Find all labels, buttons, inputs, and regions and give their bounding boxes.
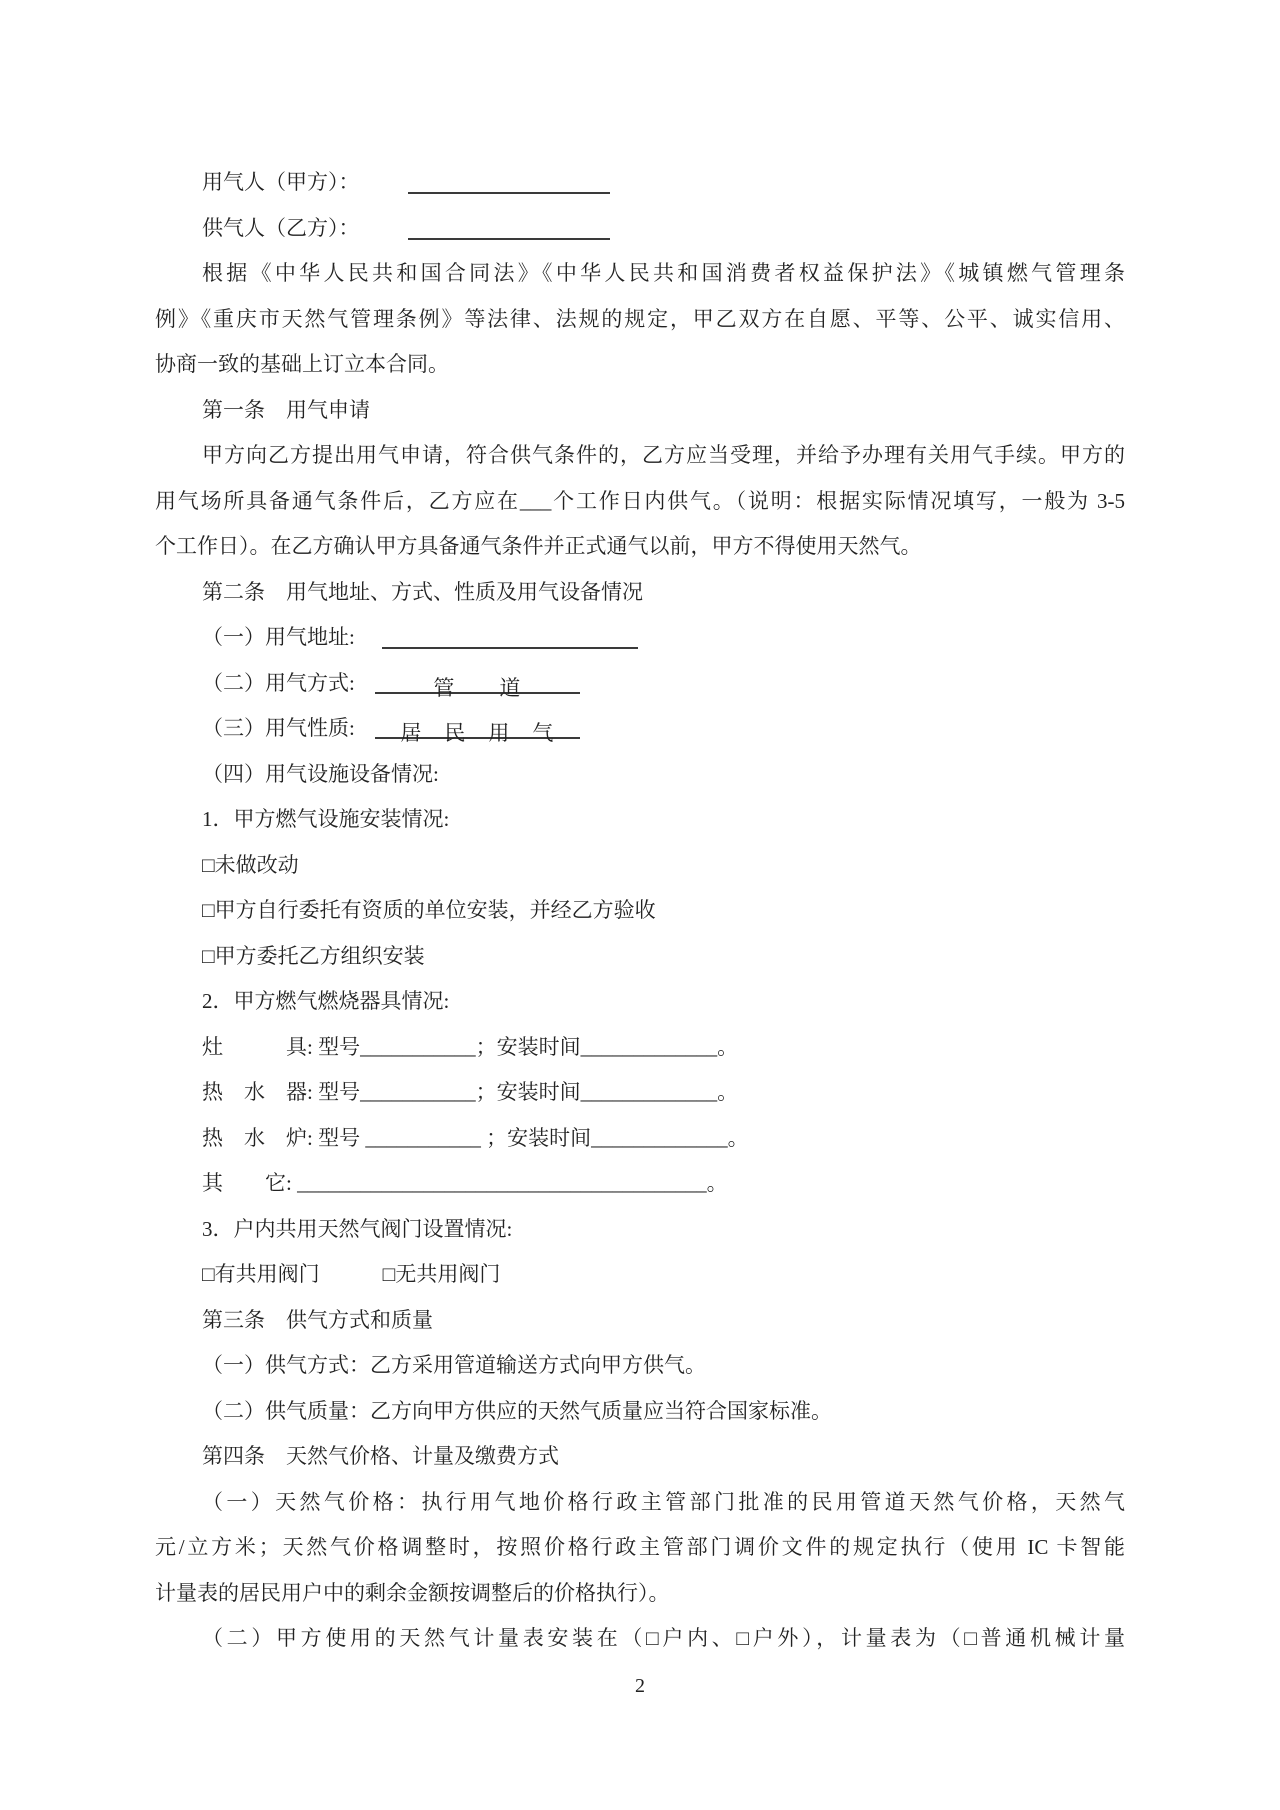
page-number: 2 xyxy=(635,1675,645,1697)
installation-option-1: □未做改动 xyxy=(202,852,299,877)
gas-mode-label: （二）用气方式: xyxy=(202,670,355,695)
party-a-line xyxy=(155,160,1125,206)
intro-line-1: 根据《中华人民共和国合同法》《中华人民共和国消费者权益保护法》《城镇燃气管理条 xyxy=(202,261,1125,285)
installation-subheading: 1．甲方燃气设施安装情况: xyxy=(202,807,450,831)
article-1-body-line-1: 甲方向乙方提出用气申请，符合供气条件的，乙方应当受理，并给予办理有关用气手续。甲方的 xyxy=(202,443,1125,467)
gas-mode-line xyxy=(155,661,1125,707)
intro-line-3: 协商一致的基础上订立本合同。 xyxy=(155,352,449,376)
party-b-line xyxy=(155,206,1125,252)
party-a-blank xyxy=(408,166,610,194)
installation-option-2: □甲方自行委托有资质的单位安装，并经乙方验收 xyxy=(202,898,656,922)
party-b-blank xyxy=(408,212,610,240)
burner-subheading: 2．甲方燃气燃烧器具情况: xyxy=(202,989,450,1013)
valve-options-line: □有共用阀门 □无共用阀门 xyxy=(202,1262,501,1286)
appliance-boiler-line: 热 水 炉: 型号 ___________ ；安装时间_____________。 xyxy=(202,1125,749,1150)
valve-subheading: 3．户内共用天然气阀门设置情况: xyxy=(202,1216,513,1241)
article-4-meter-line-1: （二）甲方使用的天然气计量表安装在（□户内、□户外），计量表为（□普通机械计量 xyxy=(202,1626,1125,1650)
article-3-heading: 第三条 供气方式和质量 xyxy=(202,1307,433,1332)
article-3-item-1: （一）供气方式：乙方采用管道输送方式向甲方供气。 xyxy=(202,1353,706,1377)
gas-mode-value: 管 道 xyxy=(375,666,580,694)
article-2-heading: 第二条 用气地址、方式、性质及用气设备情况 xyxy=(202,579,643,604)
gas-nature-label: （三）用气性质: xyxy=(202,716,355,740)
article-1-body-line-2: 用气场所具备通气条件后，乙方应在___个工作日内供气。（说明：根据实际情况填写，一般为 3-5 xyxy=(155,488,1125,513)
equipment-section-label: （四）用气设施设备情况: xyxy=(202,761,439,786)
article-4-price-line-2: 元/立方米；天然气价格调整时，按照价格行政主管部门调价文件的规定执行（使用 IC 卡智能 xyxy=(155,1535,1125,1559)
gas-address-label: （一）用气地址: xyxy=(202,625,355,649)
gas-nature-value: 居 民 用 气 xyxy=(375,711,580,739)
appliance-other-line: 其 它: _______________________________________。 xyxy=(202,1171,728,1195)
party-a-label: 用气人（甲方）： xyxy=(202,170,360,194)
installation-option-3: □甲方委托乙方组织安装 xyxy=(202,943,425,968)
intro-line-2: 例》《重庆市天然气管理条例》等法律、法规的规定，甲乙双方在自愿、平等、公平、诚实信用、 xyxy=(155,306,1125,331)
article-1-body-line-3: 个工作日）。在乙方确认甲方具备通气条件并正式通气以前，甲方不得使用天然气。 xyxy=(155,534,922,558)
gas-address-blank xyxy=(382,621,638,649)
article-3-item-2: （二）供气质量：乙方向甲方供应的天然气质量应当符合国家标准。 xyxy=(202,1398,832,1423)
contract-page-body xyxy=(155,160,1125,1662)
article-1-heading: 第一条 用气申请 xyxy=(202,397,370,422)
gas-address-line xyxy=(155,615,1125,661)
appliance-water-heater-line: 热 水 器: 型号___________；安装时间_____________。 xyxy=(202,1080,739,1104)
article-4-price-line-1: （一）天然气价格：执行用气地价格行政主管部门批准的民用管道天然气价格，天然气 xyxy=(202,1489,1125,1514)
appliance-stove-line: 灶 具: 型号___________；安装时间_____________。 xyxy=(202,1034,739,1059)
article-4-heading: 第四条 天然气价格、计量及缴费方式 xyxy=(202,1444,559,1468)
party-b-label: 供气人（乙方）： xyxy=(202,215,360,240)
gas-nature-line xyxy=(155,706,1125,752)
article-4-price-line-3: 计量表的居民用户中的剩余金额按调整后的价格执行）。 xyxy=(155,1580,670,1605)
